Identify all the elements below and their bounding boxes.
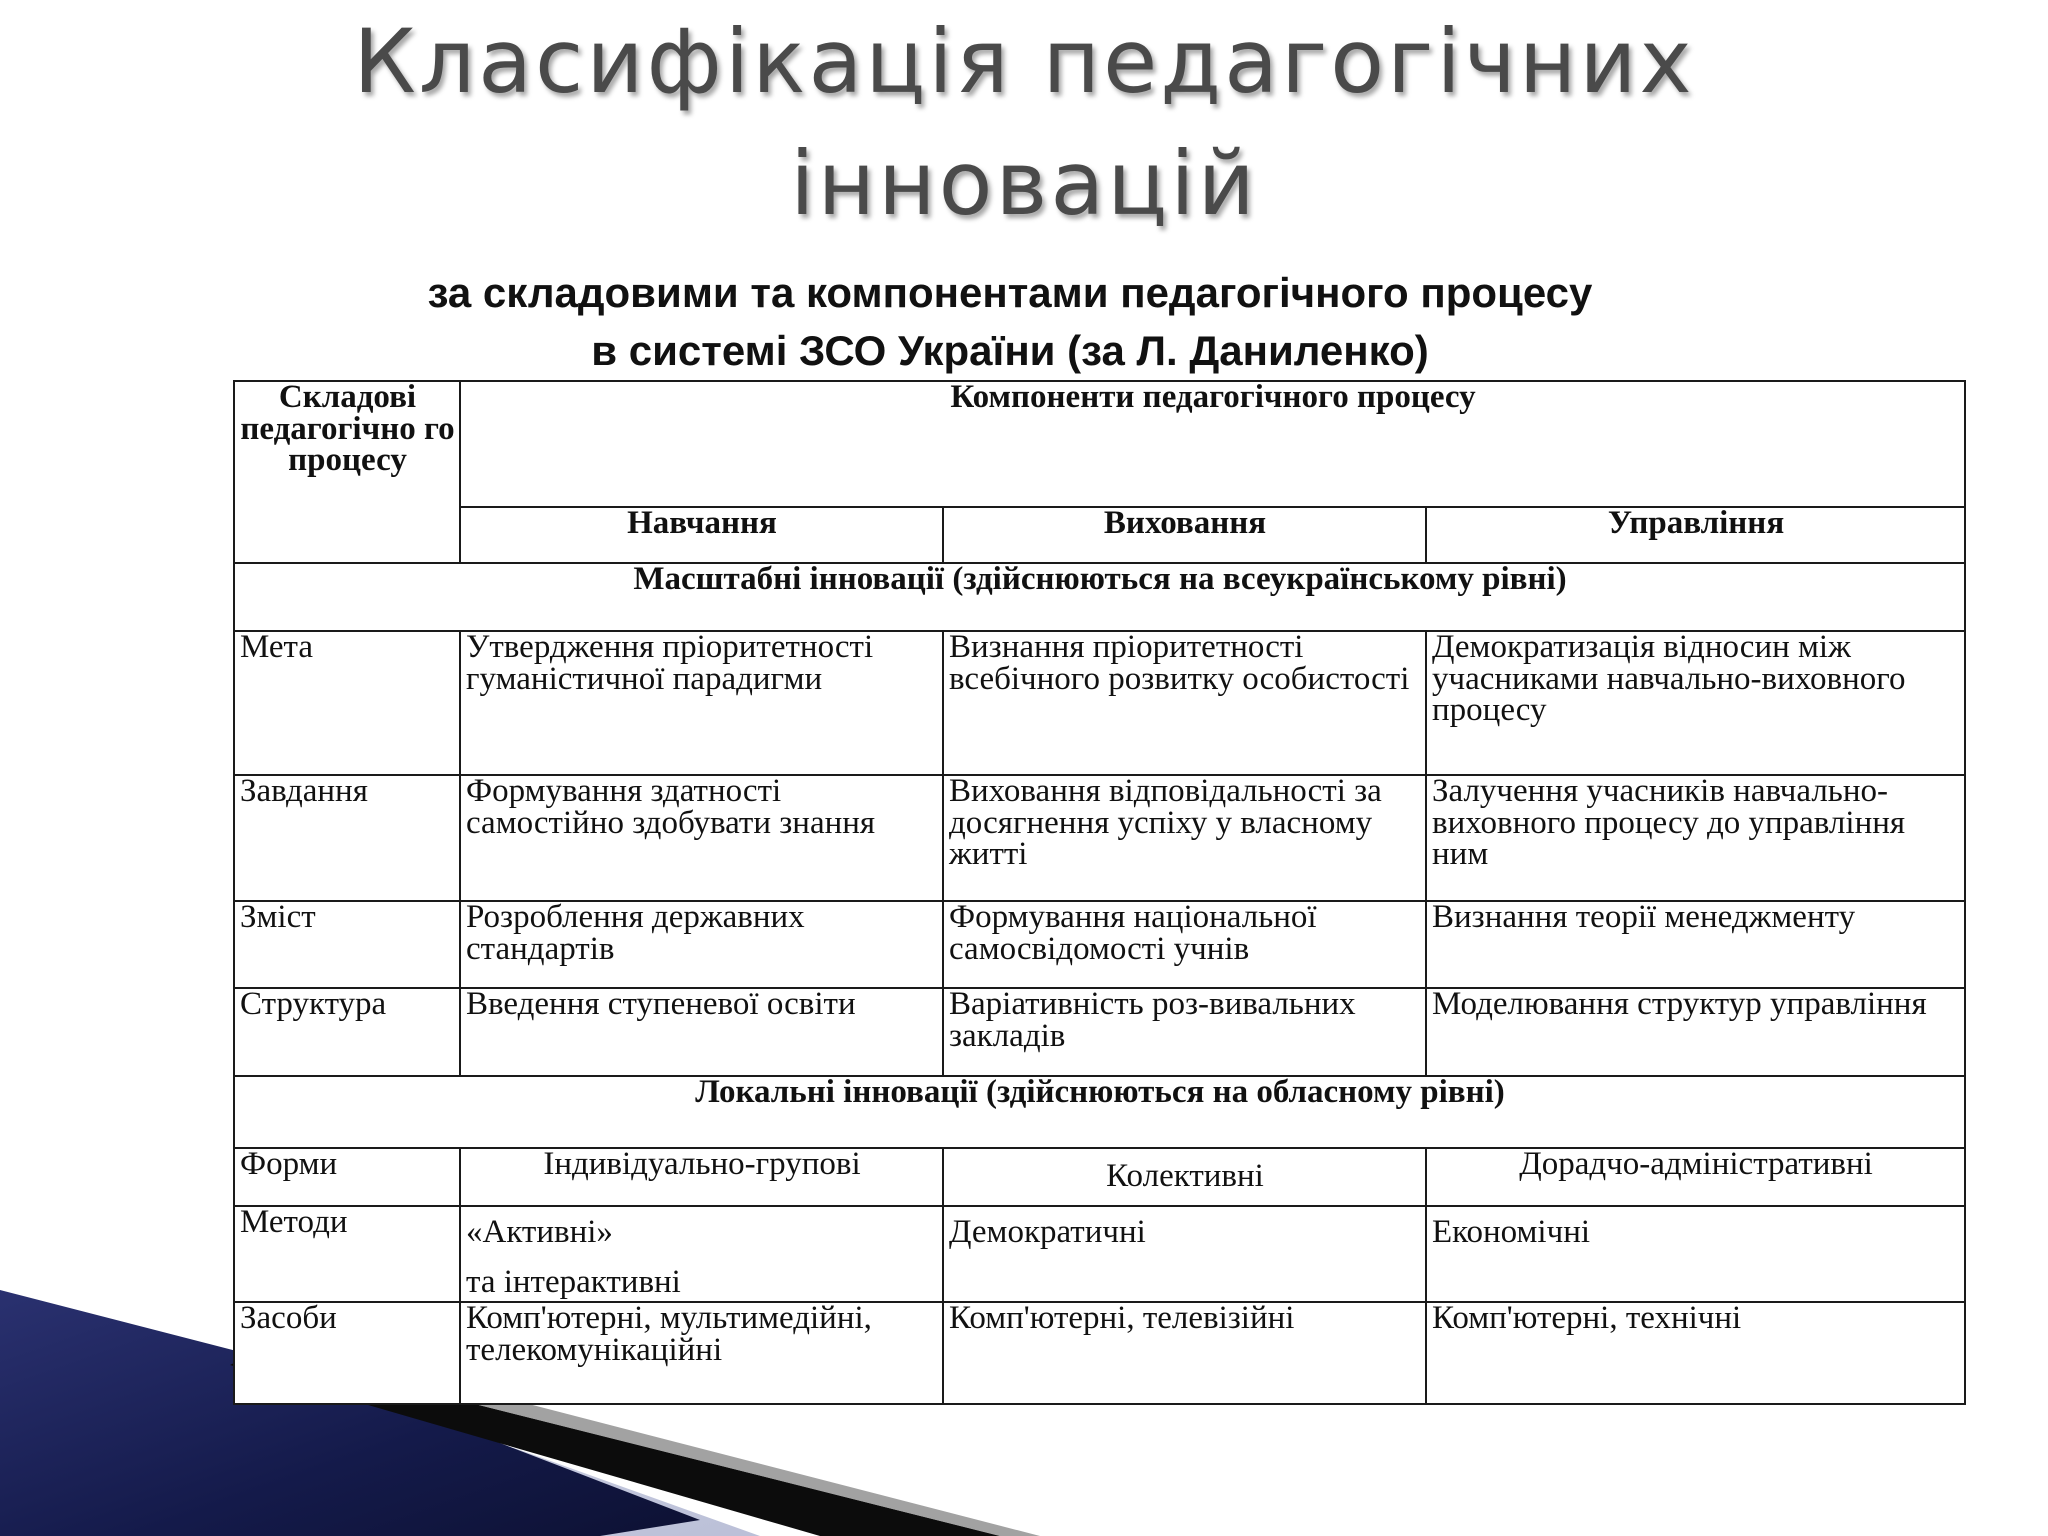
cell-struktura-vykhovannia: Варіативність роз-вивальних закладів — [943, 988, 1426, 1076]
section-header-scale: Масштабні інновації (здійснюються на всеукраїнському рівні) — [234, 563, 1965, 631]
cell-zavdannia-vykhovannia: Виховання відповідальності за досягнення успіху у власному житті — [943, 775, 1426, 901]
metody-navchannia-line-1: «Активні» — [466, 1214, 613, 1250]
cell-meta-upravlinnia: Демократизація відносин між учасниками навчально-виховного процесу — [1426, 631, 1965, 775]
section-header-local: Локальні інновації (здійснюються на обласному рівні) — [234, 1076, 1965, 1148]
cell-metody-upravlinnia: Економічні — [1426, 1206, 1965, 1302]
row-label-struktura: Структура — [234, 988, 460, 1076]
subtitle-line-2: в системі ЗСО України (за Л. Даниленко) — [591, 327, 1429, 374]
cell-metody-vykhovannia: Демократичні — [943, 1206, 1426, 1302]
row-label-zavdannia: Завдання — [234, 775, 460, 901]
components-header-cell: Компоненти педагогічного процесу — [460, 381, 1965, 507]
row-label-zmist: Зміст — [234, 901, 460, 988]
cell-formy-navchannia: Індивідуально-групові — [460, 1148, 943, 1206]
cell-zmist-vykhovannia: Формування національної самосвідомості учнів — [943, 901, 1426, 988]
cell-zmist-navchannia: Розроблення державних стандартів — [460, 901, 943, 988]
cell-zavdannia-upravlinnia: Залучення учасників навчально-виховного процесу до управління ним — [1426, 775, 1965, 901]
column-header-navchannia: Навчання — [460, 507, 943, 563]
innovations-classification-table — [233, 380, 1966, 1405]
cell-struktura-navchannia: Введення ступеневої освіти — [460, 988, 943, 1076]
column-header-vykhovannia: Виховання — [943, 507, 1426, 563]
cell-struktura-upravlinnia: Моделювання структур управління — [1426, 988, 1965, 1076]
cell-formy-vykhovannia: Колективні — [943, 1148, 1426, 1206]
cell-zmist-upravlinnia: Визнання теорії менеджменту — [1426, 901, 1965, 988]
cell-metody-navchannia — [460, 1206, 943, 1302]
row-label-formy: Форми — [234, 1148, 460, 1206]
corner-header-cell: Складові педагогічно го процесу — [234, 381, 460, 563]
slide-title-line-1: Класифікація педагогічних — [353, 10, 1695, 113]
cell-meta-navchannia: Утвердження пріоритетності гуманістичної парадигми — [460, 631, 943, 775]
row-label-zasoby: Засоби — [234, 1302, 460, 1404]
metody-navchannia-line-2: та інтерактивні — [466, 1263, 681, 1300]
row-label-meta: Мета — [234, 631, 460, 775]
subtitle-line-1: за складовими та компонентами педагогічного процесу — [427, 269, 1593, 316]
slide-title-line-2: інновацій — [790, 132, 1258, 235]
cell-zasoby-upravlinnia: Комп'ютерні, технічні — [1426, 1302, 1965, 1404]
column-header-upravlinnia: Управління — [1426, 507, 1965, 563]
cell-formy-upravlinnia: Дорадчо-адміністративні — [1426, 1148, 1965, 1206]
cell-zasoby-vykhovannia: Комп'ютерні, телевізійні — [943, 1302, 1426, 1404]
cell-meta-vykhovannia: Визнання пріоритетності всебічного розвитку особистості — [943, 631, 1426, 775]
cell-zavdannia-navchannia: Формування здатності самостійно здобувати знання — [460, 775, 943, 901]
row-label-metody: Методи — [234, 1206, 460, 1302]
cell-zasoby-navchannia: Комп'ютерні, мультимедійні, телекомунікаційні — [460, 1302, 943, 1404]
